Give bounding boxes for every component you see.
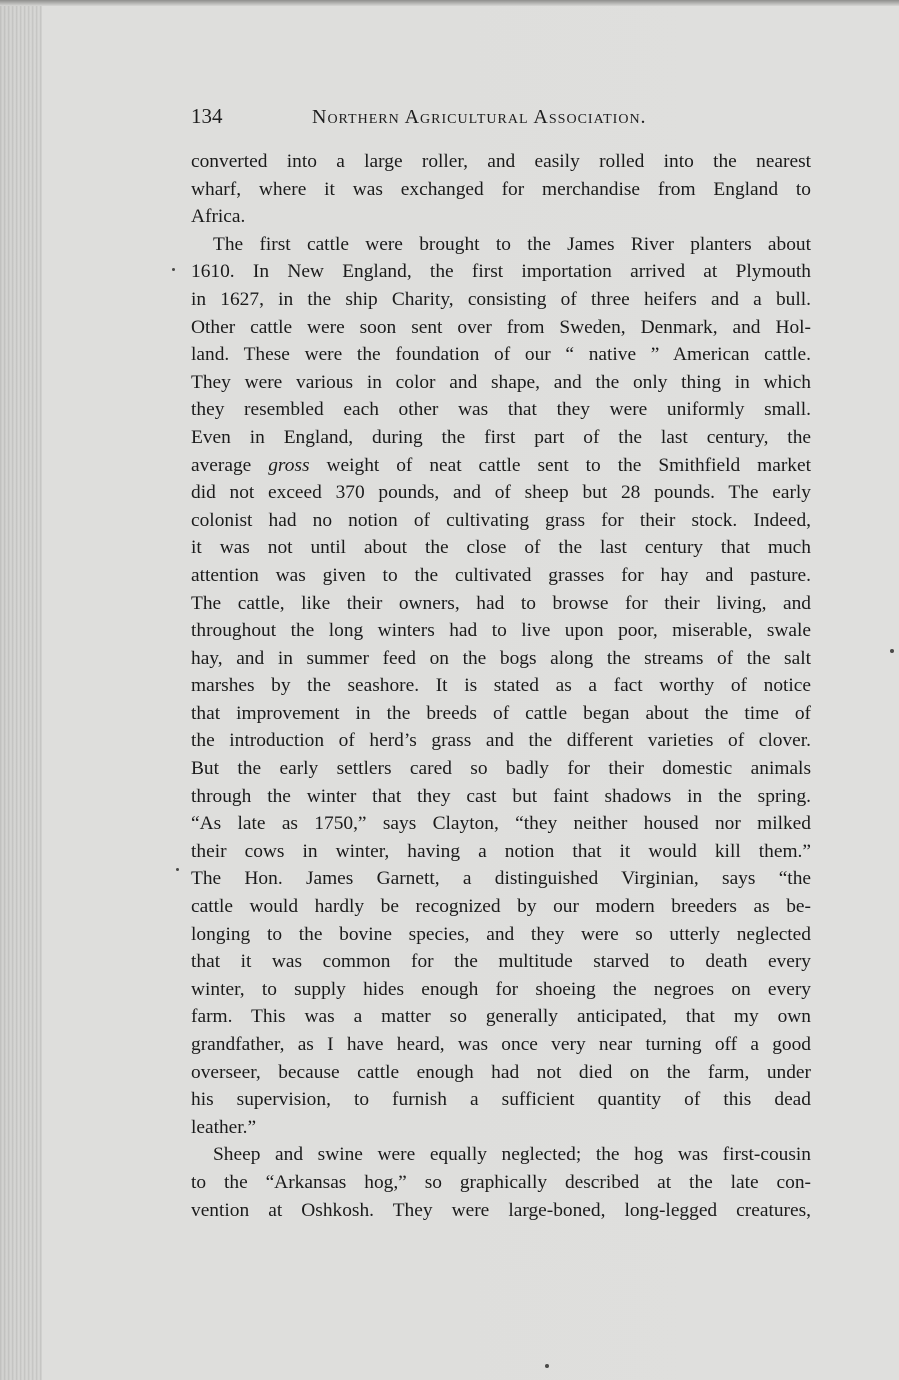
text-line: their cows in winter, having a notion that it would kill them.” (191, 840, 811, 862)
text-line: in 1627, in the ship Charity, consisting of three heifers and a bull. (191, 288, 811, 310)
text-line: vention at Oshkosh. They were large-boned, long-legged creatures, (191, 1199, 811, 1221)
text-line: through the winter that they cast but faint shadows in the spring. (191, 785, 811, 807)
text-line: farm. This was a matter so generally anticipated, that my own (191, 1006, 811, 1028)
text-line: his supervision, to furnish a sufficient quantity of this dead (191, 1089, 811, 1111)
page-number: 134 (191, 104, 223, 128)
running-head (191, 104, 811, 134)
text-line: Even in England, during the first part of the last century, the (191, 426, 811, 448)
text-line: Other cattle were soon sent over from Sweden, Denmark, and Hol- (191, 316, 811, 338)
text-line: that it was common for the multitude starved to death every (191, 951, 811, 973)
text-line: hay, and in summer feed on the bogs along the streams of the salt (191, 647, 811, 669)
text-line: marshes by the seashore. It is stated as a fact worthy of notice (191, 675, 811, 697)
text-line: land. These were the foundation of our “ native ” American cattle. (191, 344, 811, 366)
paper-speck (176, 868, 179, 871)
text-line: leather.” (191, 1116, 257, 1138)
body-text (191, 148, 811, 1224)
text-line: But the early settlers cared so badly for their domestic animals (191, 758, 811, 780)
text-line: the introduction of herd’s grass and the different varieties of clover. (191, 730, 811, 752)
text-line: grandfather, as I have heard, was once very near turning off a good (191, 1034, 811, 1055)
text-line: The Hon. James Garnett, a distinguished Virginian, says “the (191, 868, 811, 890)
text-line: attention was given to the cultivated grasses for hay and pasture. (191, 564, 811, 586)
text-line: longing to the bovine species, and they were so utterly neglected (191, 923, 811, 945)
text-line: wharf, where it was exchanged for merchandise from England to (191, 178, 811, 200)
text-line: to the “Arkansas hog,” so graphically described at the late con- (191, 1171, 811, 1193)
line-segment: average (191, 454, 252, 476)
text-line: did not exceed 370 pounds, and of sheep but 28 pounds. The early (191, 482, 811, 504)
text-line: winter, to supply hides enough for shoeing the negroes on every (191, 978, 811, 1000)
text-line: throughout the long winters had to live upon poor, miserable, swale (191, 620, 811, 642)
text-line: They were various in color and shape, and the only thing in which (191, 371, 811, 393)
text-line: colonist had no notion of cultivating grass for their stock. Indeed, (191, 509, 811, 531)
page-top-edge (0, 0, 899, 6)
paper-speck (545, 1364, 549, 1368)
text-line: 1610. In New England, the first importation arrived at Plymouth (191, 261, 811, 283)
text-line: that improvement in the breeds of cattle began about the time of (191, 702, 811, 724)
text-line: they resembled each other was that they were uniformly small. (191, 399, 811, 421)
text-line: cattle would hardly be recognized by our modern breeders as be- (191, 896, 811, 918)
text-line: converted into a large roller, and easily rolled into the nearest (191, 151, 811, 172)
page-stack-edges (0, 0, 42, 1380)
text-line: Africa. (191, 206, 246, 228)
italic-word: gross (268, 454, 310, 476)
text-line-with-italic (191, 452, 811, 480)
text-line: The cattle, like their owners, had to browse for their living, and (191, 592, 811, 614)
text-line: The first cattle were brought to the James River planters about (213, 233, 811, 255)
text-line: “As late as 1750,” says Clayton, “they neither housed nor milked (191, 813, 811, 835)
paper-speck (890, 649, 894, 653)
text-line: overseer, because cattle enough had not died on the farm, under (191, 1061, 811, 1083)
text-line: it was not until about the close of the last century that much (191, 537, 811, 559)
running-title: Northern Agricultural Association. (312, 106, 647, 128)
text-line: Sheep and swine were equally neglected; the hog was first-cousin (213, 1144, 811, 1166)
line-segment: weight of neat cattle sent to the Smithfield market (326, 454, 811, 476)
paper-speck (172, 268, 175, 271)
